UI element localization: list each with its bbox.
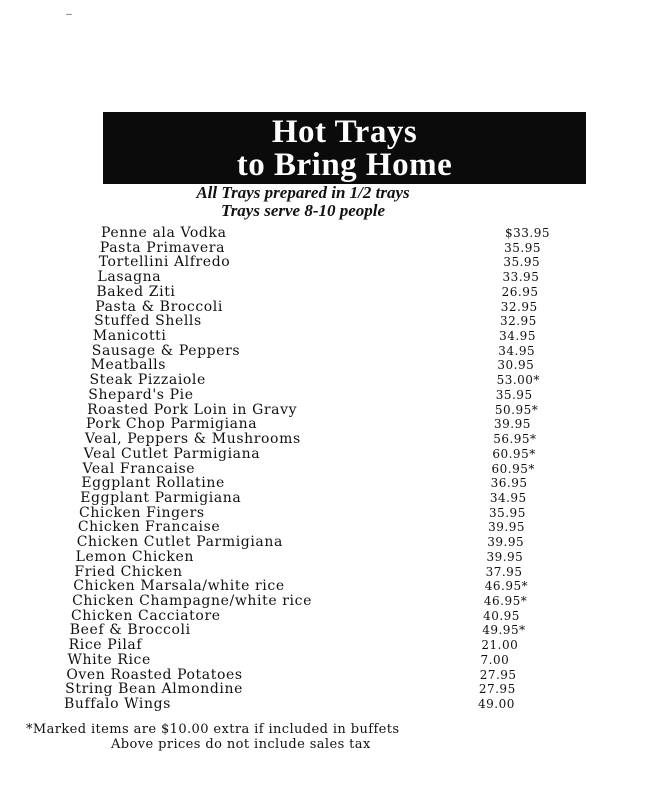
menu-item-name: Sausage & Peppers bbox=[91, 342, 241, 359]
menu-item-price: 39.95 bbox=[494, 417, 531, 432]
menu-item-price: 39.95 bbox=[487, 535, 525, 550]
menu-item bbox=[0, 491, 646, 506]
menu-item bbox=[0, 329, 646, 344]
footer-note-extra-charge: *Marked items are $10.00 extra if included in buffets bbox=[26, 722, 400, 737]
menu-item bbox=[0, 594, 646, 609]
menu-item-name: Shepard's Pie bbox=[88, 386, 194, 403]
menu-item bbox=[0, 255, 646, 270]
menu-item-price: 50.95* bbox=[494, 402, 539, 417]
menu-item-name: White Rice bbox=[67, 651, 151, 668]
menu-item bbox=[0, 535, 646, 550]
menu-item-name: Chicken Marsala/white rice bbox=[73, 578, 285, 595]
menu-item-price: 32.95 bbox=[500, 299, 538, 314]
menu-item-price: 27.95 bbox=[479, 667, 517, 682]
menu-item bbox=[0, 373, 646, 388]
menu-item bbox=[0, 476, 646, 491]
menu-item-name: Pasta Primavera bbox=[99, 239, 226, 256]
menu-item-price: 32.95 bbox=[499, 314, 537, 329]
menu-item bbox=[0, 447, 646, 462]
menu-item-name: Veal, Peppers & Mushrooms bbox=[84, 431, 301, 448]
menu-item-name: Chicken Champagne/white rice bbox=[72, 592, 312, 609]
menu-item-price: 27.95 bbox=[478, 682, 516, 697]
menu-item-name: Chicken Cutlet Parmigiana bbox=[76, 534, 283, 551]
menu-item bbox=[0, 432, 646, 447]
menu-item-name: Eggplant Rollatine bbox=[81, 475, 225, 492]
menu-item-name: Lemon Chicken bbox=[75, 548, 194, 565]
menu-item-price: $33.95 bbox=[505, 226, 550, 240]
menu-item-price: 35.95 bbox=[504, 240, 542, 255]
menu-item-price: 49.95* bbox=[482, 623, 526, 638]
menu-item bbox=[0, 697, 646, 712]
menu-item bbox=[0, 226, 646, 241]
footer-note-sales-tax: Above prices do not include sales tax bbox=[111, 737, 371, 752]
menu-item-name: Pasta & Broccoli bbox=[95, 298, 223, 315]
corner-mark: -- bbox=[66, 10, 73, 20]
menu-item bbox=[0, 270, 646, 285]
menu-item-price: 36.95 bbox=[490, 476, 528, 491]
menu-item-price: 49.00 bbox=[478, 697, 515, 711]
menu-item-price: 21.00 bbox=[481, 638, 519, 653]
menu-item-price: 56.95* bbox=[493, 432, 537, 447]
menu-item-price: 60.95* bbox=[491, 461, 535, 476]
menu-item-name: Steak Pizzaiole bbox=[89, 372, 206, 389]
menu-item-name: Eggplant Parmigiana bbox=[80, 489, 242, 506]
menu-item bbox=[0, 285, 646, 300]
menu-item-name: Veal Cutlet Parmigiana bbox=[83, 445, 261, 462]
menu-item-price: 35.95 bbox=[488, 505, 526, 520]
menu-item-name: Chicken Francaise bbox=[77, 519, 221, 536]
menu-item-name: Pork Chop Parmigiana bbox=[85, 416, 258, 433]
menu-item-price: 39.95 bbox=[486, 549, 524, 564]
menu-item-price: 46.95* bbox=[483, 593, 528, 608]
menu-item-name: Fried Chicken bbox=[74, 563, 183, 580]
menu-item-price: 46.95* bbox=[484, 579, 529, 594]
menu-item-price: 34.95 bbox=[499, 329, 536, 344]
menu-item-price: 35.95 bbox=[495, 387, 533, 402]
menu-item bbox=[0, 241, 646, 256]
menu-item-name: Buffalo Wings bbox=[64, 696, 171, 712]
banner-title-line-1: Hot Trays bbox=[271, 114, 418, 150]
menu-item-name: Lasagna bbox=[97, 269, 162, 286]
menu-item-price: 7.00 bbox=[480, 652, 510, 667]
menu-item-name: Roasted Pork Loin in Gravy bbox=[87, 401, 298, 418]
menu-item bbox=[0, 579, 646, 594]
menu-item-price: 34.95 bbox=[489, 490, 527, 505]
menu-item-name: Chicken Cacciatore bbox=[70, 607, 221, 624]
menu-item-name: Beef & Broccoli bbox=[69, 622, 191, 639]
menu-item-name: String Bean Almondine bbox=[65, 681, 244, 698]
menu-item-price: 39.95 bbox=[488, 520, 525, 535]
menu-item-price: 53.00* bbox=[496, 373, 540, 388]
menu-item-price: 35.95 bbox=[503, 255, 541, 270]
menu-item-name: Tortellini Alfredo bbox=[98, 254, 231, 271]
menu-item-price: 40.95 bbox=[483, 608, 520, 623]
menu-item-price: 30.95 bbox=[497, 358, 535, 373]
menu-item-price: 26.95 bbox=[501, 284, 539, 299]
menu-item-price: 60.95* bbox=[492, 446, 536, 461]
subtitle-line-2: Trays serve 8-10 people bbox=[220, 201, 386, 220]
menu-item-name: Stuffed Shells bbox=[94, 313, 202, 330]
menu-item-name: Meatballs bbox=[90, 357, 167, 374]
menu-item-name: Penne ala Vodka bbox=[101, 225, 227, 241]
menu-item-name: Oven Roasted Potatoes bbox=[66, 666, 243, 683]
menu-item-price: 33.95 bbox=[502, 270, 540, 285]
menu-item-price: 34.95 bbox=[498, 343, 536, 358]
menu-item-name: Veal Francaise bbox=[82, 460, 196, 477]
menu-item bbox=[0, 638, 646, 653]
menu-item-price: 37.95 bbox=[485, 564, 523, 579]
banner-title-line-2: to Bring Home bbox=[236, 147, 453, 183]
menu-item bbox=[0, 653, 646, 668]
subtitle-line-1: All Trays prepared in 1/2 trays bbox=[196, 183, 410, 202]
menu-item-name: Chicken Fingers bbox=[79, 504, 205, 521]
menu-item-name: Manicotti bbox=[92, 328, 167, 345]
menu-item-name: Rice Pilaf bbox=[68, 637, 143, 654]
menu-item-name: Baked Ziti bbox=[96, 283, 176, 300]
menu-item bbox=[0, 550, 646, 565]
menu-item bbox=[0, 388, 646, 403]
